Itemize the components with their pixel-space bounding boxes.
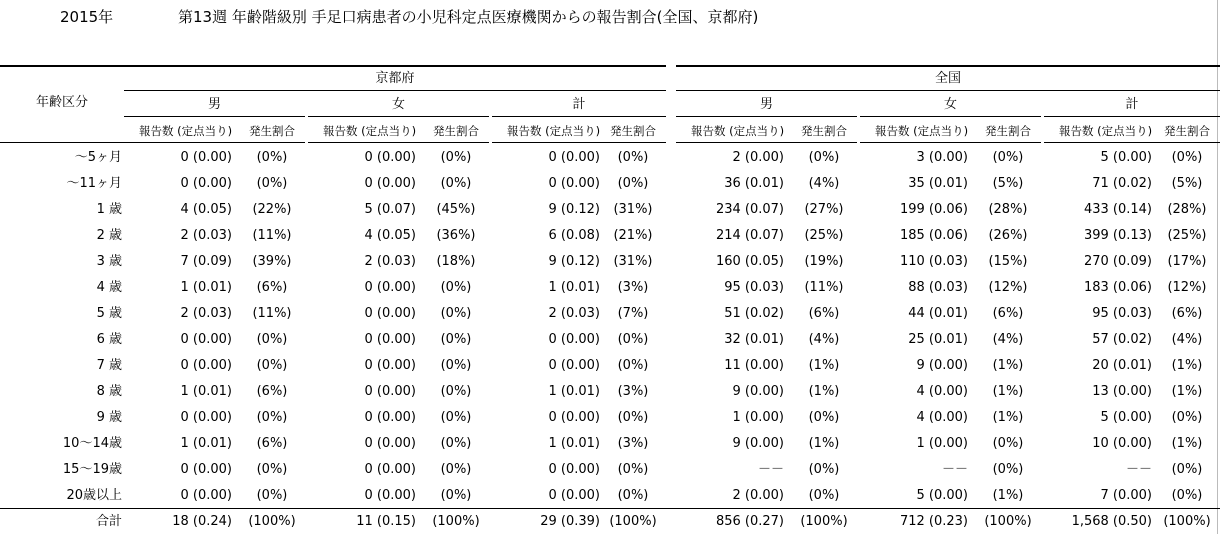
rate-cell: (0%) — [256, 176, 288, 191]
header-bottom-rule — [308, 142, 489, 143]
count-cell: 2 (0.03) — [180, 306, 232, 321]
rate-cell: (15%) — [988, 254, 1028, 269]
count-cell: 856 (0.27) — [715, 514, 784, 529]
count-cell: 0 (0.00) — [364, 384, 416, 399]
header-bottom-rule — [1044, 142, 1220, 143]
rate-cell: (3%) — [617, 384, 649, 399]
rate-cell: (0%) — [617, 150, 649, 165]
rate-cell: (17%) — [1167, 254, 1207, 269]
age-label: 4 歳 — [96, 280, 122, 295]
count-cell: 0 (0.00) — [364, 176, 416, 191]
count-cell: 5 (0.00) — [916, 488, 968, 503]
count-cell: 0 (0.00) — [548, 332, 600, 347]
rate-cell: (1%) — [992, 384, 1024, 399]
table-top-rule-right — [676, 65, 1220, 67]
count-cell: 0 (0.00) — [180, 332, 232, 347]
count-cell: 0 (0.00) — [180, 150, 232, 165]
count-cell: 32 (0.01) — [724, 332, 784, 347]
age-label: 5 歳 — [96, 306, 122, 321]
count-cell: 57 (0.02) — [1092, 332, 1152, 347]
rate-cell: (31%) — [613, 202, 653, 217]
count-cell: 0 (0.00) — [548, 462, 600, 477]
count-cell: 9 (0.00) — [732, 384, 784, 399]
count-cell: 51 (0.02) — [724, 306, 784, 321]
count-cell: 214 (0.07) — [715, 228, 784, 243]
count-cell: －－ — [1125, 462, 1152, 477]
header-bottom-rule — [492, 142, 666, 143]
region-header-national: 全国 — [934, 71, 961, 86]
rate-cell: (0%) — [440, 280, 472, 295]
count-cell: 9 (0.12) — [548, 254, 600, 269]
count-cell: 1,568 (0.50) — [1071, 514, 1152, 529]
count-cell: 5 (0.00) — [1100, 150, 1152, 165]
rate-cell: (0%) — [617, 488, 649, 503]
count-cell: 0 (0.00) — [364, 280, 416, 295]
count-cell: 1 (0.01) — [180, 384, 232, 399]
count-cell: 1 (0.01) — [548, 280, 600, 295]
count-cell: 0 (0.00) — [364, 150, 416, 165]
subheader-rule — [1044, 116, 1220, 117]
sex-header: 女 — [943, 97, 957, 112]
rate-cell: (7%) — [617, 306, 649, 321]
rate-cell: (100%) — [1163, 514, 1211, 529]
rate-cell: (0%) — [992, 150, 1024, 165]
count-cell: 2 (0.03) — [180, 228, 232, 243]
count-cell: 2 (0.00) — [732, 150, 784, 165]
rate-cell: (0%) — [440, 462, 472, 477]
count-cell: 433 (0.14) — [1083, 202, 1152, 217]
count-column-header: 報告数 (定点当り) — [323, 124, 417, 138]
count-cell: 6 (0.08) — [548, 228, 600, 243]
count-cell: 7 (0.00) — [1100, 488, 1152, 503]
rate-cell: (45%) — [436, 202, 476, 217]
rate-cell: (0%) — [440, 176, 472, 191]
count-cell: 2 (0.03) — [364, 254, 416, 269]
count-cell: 0 (0.00) — [180, 358, 232, 373]
rate-cell: (100%) — [609, 514, 657, 529]
age-label: 10～14歳 — [62, 436, 122, 451]
rate-cell: (3%) — [617, 436, 649, 451]
count-cell: 2 (0.00) — [732, 488, 784, 503]
rate-cell: (0%) — [808, 410, 840, 425]
count-cell: 712 (0.23) — [899, 514, 968, 529]
rate-cell: (1%) — [1171, 358, 1203, 373]
rate-cell: (0%) — [1171, 150, 1203, 165]
count-cell: 0 (0.00) — [364, 436, 416, 451]
rate-cell: (100%) — [984, 514, 1032, 529]
rate-cell: (6%) — [256, 280, 288, 295]
rate-column-header: 発生割合 — [1164, 124, 1210, 138]
count-cell: 7 (0.09) — [180, 254, 232, 269]
count-cell: 0 (0.00) — [364, 462, 416, 477]
sex-header: 男 — [207, 97, 221, 112]
rate-cell: (6%) — [256, 436, 288, 451]
count-cell: 10 (0.00) — [1092, 436, 1152, 451]
count-cell: 183 (0.06) — [1083, 280, 1152, 295]
rate-cell: (0%) — [1171, 488, 1203, 503]
count-cell: 0 (0.00) — [364, 410, 416, 425]
age-column-header: 年齢区分 — [35, 95, 88, 110]
age-label: 合計 — [95, 514, 122, 529]
rate-cell: (0%) — [617, 358, 649, 373]
count-cell: 44 (0.01) — [908, 306, 968, 321]
rate-cell: (0%) — [440, 150, 472, 165]
rate-cell: (0%) — [256, 358, 288, 373]
rate-cell: (0%) — [808, 488, 840, 503]
rate-cell: (39%) — [252, 254, 292, 269]
rate-cell: (25%) — [804, 228, 844, 243]
rate-cell: (0%) — [440, 332, 472, 347]
rate-cell: (22%) — [252, 202, 292, 217]
rate-cell: (11%) — [804, 280, 844, 295]
header-bottom-rule — [860, 142, 1041, 143]
rate-cell: (11%) — [252, 228, 292, 243]
count-cell: 1 (0.01) — [180, 436, 232, 451]
rate-cell: (0%) — [440, 358, 472, 373]
age-label: ～11ヶ月 — [66, 176, 122, 191]
rate-cell: (1%) — [1171, 436, 1203, 451]
rate-cell: (18%) — [436, 254, 476, 269]
rate-cell: (1%) — [808, 384, 840, 399]
region-header-rule-kyoto — [124, 90, 666, 91]
rate-cell: (4%) — [808, 332, 840, 347]
rate-cell: (0%) — [256, 488, 288, 503]
subheader-rule — [308, 116, 489, 117]
rate-cell: (1%) — [992, 358, 1024, 373]
count-cell: 25 (0.01) — [908, 332, 968, 347]
subheader-rule — [492, 116, 666, 117]
age-label: 15～19歳 — [62, 462, 122, 477]
count-cell: 1 (0.00) — [916, 436, 968, 451]
count-cell: 0 (0.00) — [364, 488, 416, 503]
rate-cell: (0%) — [617, 176, 649, 191]
age-label: 3 歳 — [96, 254, 122, 269]
count-cell: 9 (0.00) — [732, 436, 784, 451]
sex-header: 女 — [391, 97, 405, 112]
rate-cell: (4%) — [992, 332, 1024, 347]
count-cell: 20 (0.01) — [1092, 358, 1152, 373]
rate-cell: (21%) — [613, 228, 653, 243]
rate-cell: (28%) — [988, 202, 1028, 217]
rate-column-header: 発生割合 — [433, 124, 479, 138]
rate-cell: (0%) — [256, 332, 288, 347]
rate-cell: (6%) — [1171, 306, 1203, 321]
count-cell: 3 (0.00) — [916, 150, 968, 165]
count-cell: 0 (0.00) — [180, 462, 232, 477]
count-cell: 5 (0.00) — [1100, 410, 1152, 425]
rate-cell: (6%) — [256, 384, 288, 399]
age-label: 20歳以上 — [66, 488, 122, 503]
count-cell: 18 (0.24) — [172, 514, 232, 529]
count-cell: 0 (0.00) — [548, 150, 600, 165]
count-cell: 399 (0.13) — [1083, 228, 1152, 243]
count-column-header: 報告数 (定点当り) — [507, 124, 601, 138]
rate-cell: (36%) — [436, 228, 476, 243]
rate-cell: (31%) — [613, 254, 653, 269]
rate-cell: (100%) — [800, 514, 848, 529]
header-bottom-rule — [0, 142, 124, 143]
rate-cell: (0%) — [440, 384, 472, 399]
rate-cell: (0%) — [440, 488, 472, 503]
rate-cell: (1%) — [1171, 384, 1203, 399]
header-bottom-rule — [676, 142, 857, 143]
rate-cell: (6%) — [992, 306, 1024, 321]
header-bottom-rule — [124, 142, 305, 143]
year-label: 2015年 — [60, 8, 114, 26]
count-cell: 0 (0.00) — [364, 332, 416, 347]
rate-cell: (3%) — [617, 280, 649, 295]
count-cell: 29 (0.39) — [540, 514, 600, 529]
rate-cell: (0%) — [1171, 462, 1203, 477]
count-cell: 0 (0.00) — [548, 488, 600, 503]
count-column-header: 報告数 (定点当り) — [139, 124, 233, 138]
rate-cell: (1%) — [992, 488, 1024, 503]
count-cell: 185 (0.06) — [899, 228, 968, 243]
rate-cell: (0%) — [440, 410, 472, 425]
total-rule — [0, 508, 1220, 509]
count-cell: 160 (0.05) — [715, 254, 784, 269]
age-label: 6 歳 — [96, 332, 122, 347]
rate-cell: (4%) — [1171, 332, 1203, 347]
count-cell: 9 (0.00) — [916, 358, 968, 373]
age-label: 2 歳 — [96, 228, 122, 243]
rate-cell: (0%) — [256, 150, 288, 165]
rate-cell: (5%) — [992, 176, 1024, 191]
count-cell: 95 (0.03) — [724, 280, 784, 295]
rate-cell: (6%) — [808, 306, 840, 321]
count-cell: 4 (0.05) — [180, 202, 232, 217]
count-cell: 4 (0.05) — [364, 228, 416, 243]
rate-cell: (27%) — [804, 202, 844, 217]
rate-cell: (12%) — [1167, 280, 1207, 295]
rate-cell: (28%) — [1167, 202, 1207, 217]
count-cell: 9 (0.12) — [548, 202, 600, 217]
age-label: 8 歳 — [96, 384, 122, 399]
rate-cell: (100%) — [248, 514, 296, 529]
count-cell: 2 (0.03) — [548, 306, 600, 321]
table-top-rule-left — [0, 65, 666, 67]
count-cell: 4 (0.00) — [916, 384, 968, 399]
count-cell: －－ — [941, 462, 968, 477]
rate-cell: (11%) — [252, 306, 292, 321]
rate-cell: (0%) — [992, 436, 1024, 451]
rate-cell: (0%) — [256, 462, 288, 477]
count-cell: 1 (0.00) — [732, 410, 784, 425]
rate-cell: (0%) — [617, 462, 649, 477]
region-header-kyoto: 京都府 — [375, 71, 415, 86]
count-cell: 1 (0.01) — [548, 436, 600, 451]
rate-cell: (25%) — [1167, 228, 1207, 243]
region-header-rule-national — [676, 90, 1220, 91]
age-label: 1 歳 — [96, 202, 122, 217]
age-label: 9 歳 — [96, 410, 122, 425]
count-cell: 110 (0.03) — [899, 254, 968, 269]
rate-cell: (19%) — [804, 254, 844, 269]
count-column-header: 報告数 (定点当り) — [691, 124, 785, 138]
count-cell: 0 (0.00) — [180, 488, 232, 503]
rate-column-header: 発生割合 — [610, 124, 656, 138]
count-cell: 36 (0.01) — [724, 176, 784, 191]
subheader-rule — [124, 116, 305, 117]
rate-cell: (12%) — [988, 280, 1028, 295]
rate-column-header: 発生割合 — [801, 124, 847, 138]
rate-cell: (0%) — [440, 306, 472, 321]
subheader-rule — [860, 116, 1041, 117]
rate-cell: (1%) — [992, 410, 1024, 425]
count-cell: 11 (0.15) — [356, 514, 416, 529]
title-bar — [0, 6, 1220, 26]
count-cell: 4 (0.00) — [916, 410, 968, 425]
count-cell: 11 (0.00) — [724, 358, 784, 373]
rate-cell: (1%) — [808, 358, 840, 373]
rate-cell: (0%) — [808, 150, 840, 165]
count-cell: 270 (0.09) — [1083, 254, 1152, 269]
rate-cell: (5%) — [1171, 176, 1203, 191]
rate-column-header: 発生割合 — [985, 124, 1031, 138]
count-cell: 0 (0.00) — [364, 306, 416, 321]
rate-cell: (26%) — [988, 228, 1028, 243]
subheader-rule — [676, 116, 857, 117]
count-cell: 0 (0.00) — [548, 358, 600, 373]
rate-cell: (0%) — [440, 436, 472, 451]
count-cell: 234 (0.07) — [715, 202, 784, 217]
count-cell: 0 (0.00) — [548, 410, 600, 425]
count-cell: 1 (0.01) — [180, 280, 232, 295]
sex-header: 計 — [572, 97, 586, 112]
sex-header: 計 — [1125, 97, 1139, 112]
rate-cell: (0%) — [256, 410, 288, 425]
page-title: 第13週 年齢階級別 手足口病患者の小児科定点医療機関からの報告割合(全国、京都府) — [178, 8, 759, 26]
rate-cell: (0%) — [992, 462, 1024, 477]
count-cell: 0 (0.00) — [548, 176, 600, 191]
count-column-header: 報告数 (定点当り) — [875, 124, 969, 138]
count-cell: 88 (0.03) — [908, 280, 968, 295]
count-cell: 71 (0.02) — [1092, 176, 1152, 191]
count-cell: 0 (0.00) — [180, 410, 232, 425]
count-cell: 95 (0.03) — [1092, 306, 1152, 321]
count-cell: 5 (0.07) — [364, 202, 416, 217]
rate-column-header: 発生割合 — [249, 124, 295, 138]
rate-cell: (4%) — [808, 176, 840, 191]
rate-cell: (100%) — [432, 514, 480, 529]
count-cell: 35 (0.01) — [908, 176, 968, 191]
rate-cell: (0%) — [1171, 410, 1203, 425]
count-cell: 0 (0.00) — [180, 176, 232, 191]
count-cell: 199 (0.06) — [899, 202, 968, 217]
count-column-header: 報告数 (定点当り) — [1059, 124, 1153, 138]
sex-header: 男 — [759, 97, 773, 112]
count-cell: －－ — [757, 462, 784, 477]
age-label: ～5ヶ月 — [74, 150, 122, 165]
rate-cell: (0%) — [617, 410, 649, 425]
count-cell: 13 (0.00) — [1092, 384, 1152, 399]
rate-cell: (0%) — [808, 462, 840, 477]
count-cell: 0 (0.00) — [364, 358, 416, 373]
rate-cell: (0%) — [617, 332, 649, 347]
count-cell: 1 (0.01) — [548, 384, 600, 399]
rate-cell: (1%) — [808, 436, 840, 451]
age-label: 7 歳 — [96, 358, 122, 373]
